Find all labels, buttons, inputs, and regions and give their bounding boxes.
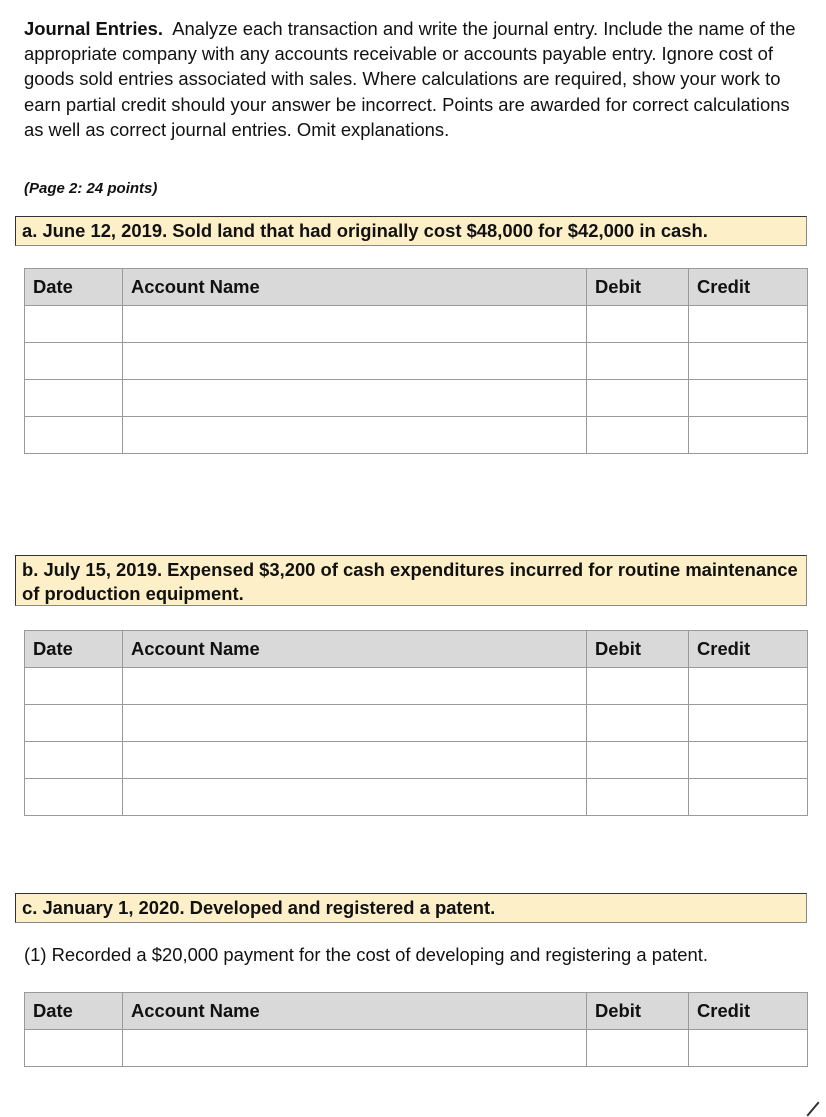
instructions-heading: Journal Entries. (24, 18, 163, 39)
date-cell[interactable] (25, 1030, 123, 1067)
date-cell[interactable] (25, 306, 123, 343)
table-row (25, 343, 808, 380)
date-cell[interactable] (25, 668, 123, 705)
account-cell[interactable] (123, 343, 587, 380)
table-header (25, 269, 808, 306)
credit-cell[interactable] (689, 742, 808, 779)
table-row (25, 705, 808, 742)
account-cell[interactable] (123, 779, 587, 816)
table-row (25, 380, 808, 417)
col-credit: Credit (689, 631, 808, 668)
table-header (25, 631, 808, 668)
col-debit: Debit (587, 269, 689, 306)
date-cell[interactable] (25, 705, 123, 742)
credit-cell[interactable] (689, 306, 808, 343)
account-cell[interactable] (123, 742, 587, 779)
account-cell[interactable] (123, 705, 587, 742)
credit-cell[interactable] (689, 779, 808, 816)
transaction-c-prompt: c. January 1, 2020. Developed and registered a patent. (15, 893, 807, 923)
credit-cell[interactable] (689, 380, 808, 417)
date-cell[interactable] (25, 343, 123, 380)
account-cell[interactable] (123, 417, 587, 454)
debit-cell[interactable] (587, 705, 689, 742)
debit-cell[interactable] (587, 779, 689, 816)
col-date: Date (25, 993, 123, 1030)
credit-cell[interactable] (689, 343, 808, 380)
col-account-name: Account Name (123, 631, 587, 668)
debit-cell[interactable] (587, 380, 689, 417)
account-cell[interactable] (123, 306, 587, 343)
table-row (25, 779, 808, 816)
table-row (25, 742, 808, 779)
debit-cell[interactable] (587, 306, 689, 343)
col-date: Date (25, 269, 123, 306)
col-credit: Credit (689, 993, 808, 1030)
table-row (25, 1030, 808, 1067)
transaction-c-part-1: (1) Recorded a $20,000 payment for the cost of developing and registering a patent. (24, 944, 708, 965)
table-row (25, 306, 808, 343)
date-cell[interactable] (25, 742, 123, 779)
col-account-name: Account Name (123, 269, 587, 306)
debit-cell[interactable] (587, 1030, 689, 1067)
debit-cell[interactable] (587, 343, 689, 380)
table-row (25, 668, 808, 705)
resize-handle-icon (806, 1101, 819, 1116)
credit-cell[interactable] (689, 417, 808, 454)
transaction-a-prompt: a. June 12, 2019. Sold land that had originally cost $48,000 for $42,000 in cash. (15, 216, 807, 246)
date-cell[interactable] (25, 417, 123, 454)
debit-cell[interactable] (587, 417, 689, 454)
col-credit: Credit (689, 269, 808, 306)
debit-cell[interactable] (587, 668, 689, 705)
col-date: Date (25, 631, 123, 668)
instructions (24, 16, 814, 142)
journal-table-b (24, 630, 808, 816)
account-cell[interactable] (123, 1030, 587, 1067)
credit-cell[interactable] (689, 668, 808, 705)
journal-table-c (24, 992, 808, 1067)
credit-cell[interactable] (689, 705, 808, 742)
table-row (25, 417, 808, 454)
credit-cell[interactable] (689, 1030, 808, 1067)
col-debit: Debit (587, 631, 689, 668)
instructions-text: Analyze each transaction and write the journal entry. Include the name of the appropriate company with any accounts receivable or accounts payable entry. Ignore cost of goods sold entries associated with sales. Where calculations are required, show your work to earn partial credit should your answer be incorrect. Points are awarded for correct calculations as well as correct journal entries. Omit explanations. (24, 18, 796, 140)
col-debit: Debit (587, 993, 689, 1030)
debit-cell[interactable] (587, 742, 689, 779)
col-account-name: Account Name (123, 993, 587, 1030)
transaction-b-prompt: b. July 15, 2019. Expensed $3,200 of cash expenditures incurred for routine maintenance of production equipment. (15, 555, 807, 606)
date-cell[interactable] (25, 779, 123, 816)
account-cell[interactable] (123, 380, 587, 417)
account-cell[interactable] (123, 668, 587, 705)
page-points-note: (Page 2: 24 points) (24, 180, 158, 197)
table-header (25, 993, 808, 1030)
date-cell[interactable] (25, 380, 123, 417)
journal-table-a (24, 268, 808, 454)
